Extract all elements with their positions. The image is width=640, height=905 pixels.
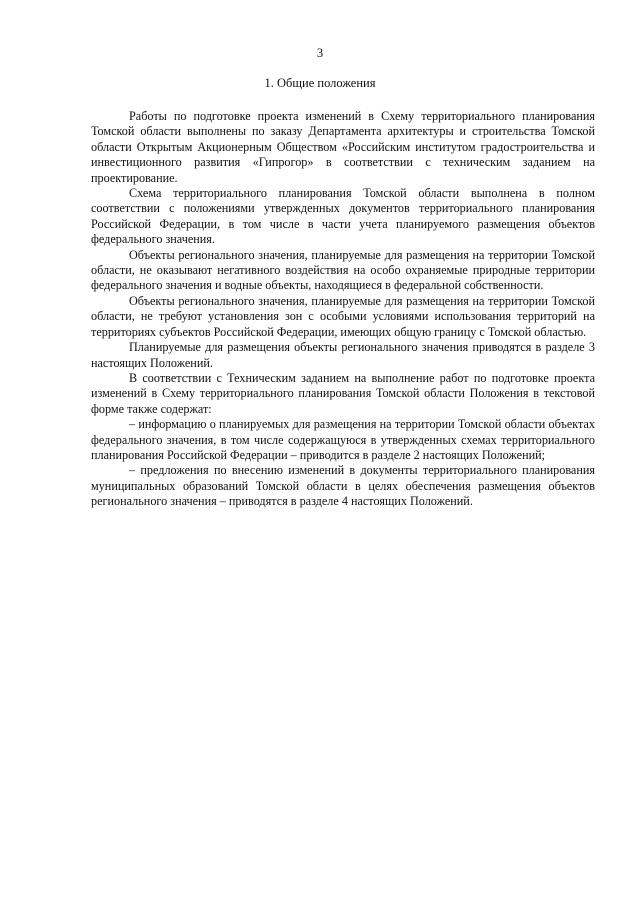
paragraph: Схема территориального планирования Томской области выполнена в полном соответствии с положениями утвержденных документов территориального планирования Российской Федерации, в том числе в части учета планируемого размещения объектов федерального значения. [91, 186, 595, 247]
body-text [91, 109, 595, 510]
paragraph: Объекты регионального значения, планируемые для размещения на территории Томской области, не оказывают негативного воздействия на особо охраняемые природные территории федерального значения и водные объекты, находящиеся в федеральной собственности. [91, 247, 595, 293]
list-item: – предложения по внесению изменений в документы территориального планирования муниципальных образований Томской области в целях обеспечения размещения объектов регионального значения – приводятся в разделе 4 настоящих Положений. [91, 463, 595, 509]
section-heading: 1. Общие положения [264, 76, 376, 90]
list-item: – информацию о планируемых для размещения на территории Томской области объектах федерального значения, в том числе содержащуюся в утвержденных схемах территориального планирования Российской Федерации – приводится в разделе 2 настоящих Положений; [91, 417, 595, 462]
paragraph: В соответствии с Техническим заданием на выполнение работ по подготовке проекта изменений в Схему территориального планирования Томской области Положения в текстовой форме также содержат: [91, 370, 595, 416]
paragraph: Работы по подготовке проекта изменений в Схему территориального планирования Томской области выполнены по заказу Департамента архитектуры и строительства Томской области Открытым Акционерным Обществом «Российским институтом градостроительства и инвестиционного развития «Гипрогор» в соответствии с техническим заданием на проектирование. [91, 109, 595, 185]
paragraph: Объекты регионального значения, планируемые для размещения на территории Томской области, не требуют установления зон с особыми условиями использования территорий на территориях субъектов Российской Федерации, имеющих общую границу с Томской областью. [91, 293, 595, 339]
paragraph: Планируемые для размещения объекты регионального значения приводятся в разделе 3 настоящих Положений. [91, 340, 595, 370]
page-number: 3 [316, 46, 324, 60]
